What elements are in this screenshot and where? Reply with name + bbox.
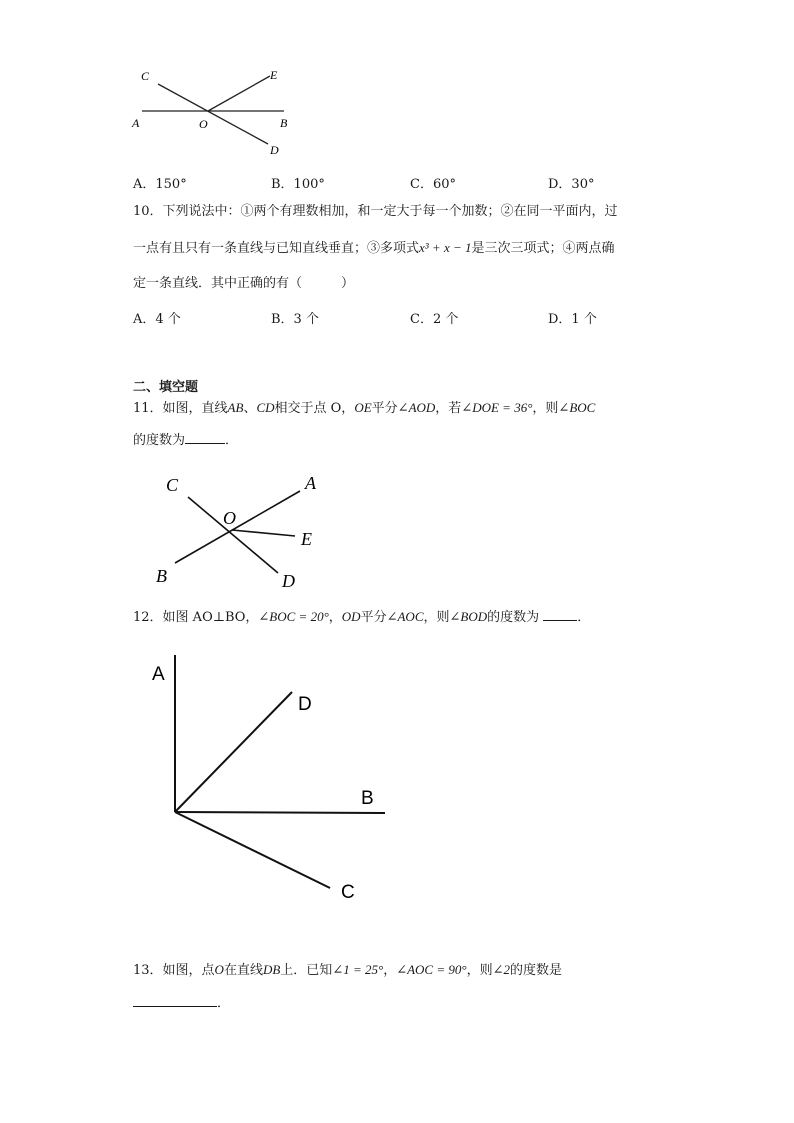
q10-polynomial: x³ + x − 1 <box>419 240 472 255</box>
ray-oe <box>232 530 295 536</box>
q13-t5: ，则 <box>466 963 493 978</box>
q11-answer-blank[interactable] <box>185 431 225 444</box>
ray-ob <box>175 812 385 813</box>
label-e: E <box>270 68 278 82</box>
q12-answer-blank[interactable] <box>543 608 577 621</box>
q11-line-1 <box>133 398 595 419</box>
q12-figure <box>145 650 395 910</box>
q11-t2: 、 <box>243 401 257 416</box>
ray-oe <box>208 76 270 111</box>
q13-m2: DB <box>262 962 281 977</box>
q9-option-d: D．30° <box>548 177 595 192</box>
label-c: C <box>341 882 355 903</box>
q13-m4: ∠AOC = 90° <box>396 962 467 977</box>
q10-line-2-a: 一点有且只有一条直线与已知直线垂直；③多项式 <box>133 241 420 256</box>
label-c: C <box>166 475 179 495</box>
q12-m1: ∠BOC = 20° <box>258 609 329 624</box>
q11-line-2 <box>133 431 238 451</box>
q12-end: ． <box>577 610 591 625</box>
q10-option-a: A．4 个 <box>133 312 181 327</box>
label-o: O <box>223 508 236 528</box>
q9-option-c: C．60° <box>410 177 456 192</box>
label-d: D <box>282 571 295 591</box>
q11-m6: ∠BOC <box>558 400 596 415</box>
q11-t3: 相交于点 O， <box>274 401 355 416</box>
q13-m5: ∠2 <box>492 962 510 977</box>
q10-option-b: B．3 个 <box>271 312 319 327</box>
q12-t1: 12．如图 AO⊥BO， <box>133 610 259 625</box>
ray-od <box>175 692 292 812</box>
label-a: A <box>305 473 316 493</box>
label-e: E <box>301 529 312 549</box>
q13-m3: ∠1 = 25° <box>332 962 384 977</box>
q12-m3: ∠AOC <box>386 609 424 624</box>
q12-line-1 <box>133 607 590 628</box>
q9-option-b: B．100° <box>271 177 325 192</box>
q9-option-a: A．150° <box>133 177 187 192</box>
q11-line-2-end: ． <box>225 433 239 448</box>
q11-line-2-text: 的度数为 <box>133 433 186 448</box>
q13-answer-blank[interactable] <box>133 994 217 1007</box>
q13-t2: 在直线 <box>223 963 263 978</box>
label-a: A <box>152 664 165 685</box>
label-d: D <box>298 694 312 715</box>
q13-t1: 13．如图，点 <box>133 963 215 978</box>
q11-m2: CD <box>256 400 275 415</box>
q10-option-c: C．2 个 <box>410 312 459 327</box>
q13-t6: 的度数是 <box>510 963 563 978</box>
label-b: B <box>156 566 167 586</box>
q12-t5: 的度数为 <box>487 610 540 625</box>
ray-oc <box>175 812 330 888</box>
q10-line-2 <box>133 238 615 259</box>
q12-m4: ∠BOD <box>449 609 488 624</box>
label-c: C <box>141 69 150 83</box>
label-o: O <box>199 117 208 131</box>
q10-line-2-b: 是三次三项式；④两点确 <box>471 241 615 256</box>
q12-t3: 平分 <box>360 610 387 625</box>
q10-line-1: 10．下列说法中：①两个有理数相加，和一定大于每一个加数；②在同一平面内，过 <box>133 204 618 219</box>
q11-t6: ，则 <box>532 401 559 416</box>
line-cd <box>158 84 268 144</box>
label-a: A <box>132 116 140 130</box>
q12-m2: OD <box>341 609 361 624</box>
label-d: D <box>270 143 279 157</box>
q11-t5: ，若 <box>435 401 462 416</box>
q13-t3: 上．已知 <box>280 963 333 978</box>
section-heading: 二、填空题 <box>133 380 199 395</box>
q10-line-3: 定一条直线．其中正确的有（ ） <box>133 276 355 291</box>
q12-t2: ， <box>328 610 342 625</box>
q13-line-1 <box>133 960 562 981</box>
label-b: B <box>280 116 288 130</box>
q12-t4: ，则 <box>423 610 450 625</box>
q13-m1: O <box>214 962 224 977</box>
q11-t1: 11．如图，直线 <box>133 401 228 416</box>
q13-end: ． <box>217 996 231 1011</box>
q11-m5: ∠DOE = 36° <box>461 400 533 415</box>
label-b: B <box>361 788 374 809</box>
q11-m3: OE <box>354 400 372 415</box>
q11-m4: ∠AOD <box>397 400 436 415</box>
q13-t4: ， <box>383 963 397 978</box>
q11-t4: 平分 <box>371 401 398 416</box>
q11-figure <box>150 470 340 592</box>
q10-option-d: D．1 个 <box>548 312 597 327</box>
q13-line-2 <box>133 994 230 1014</box>
q9-figure <box>120 60 310 160</box>
q11-m1: AB <box>227 400 244 415</box>
